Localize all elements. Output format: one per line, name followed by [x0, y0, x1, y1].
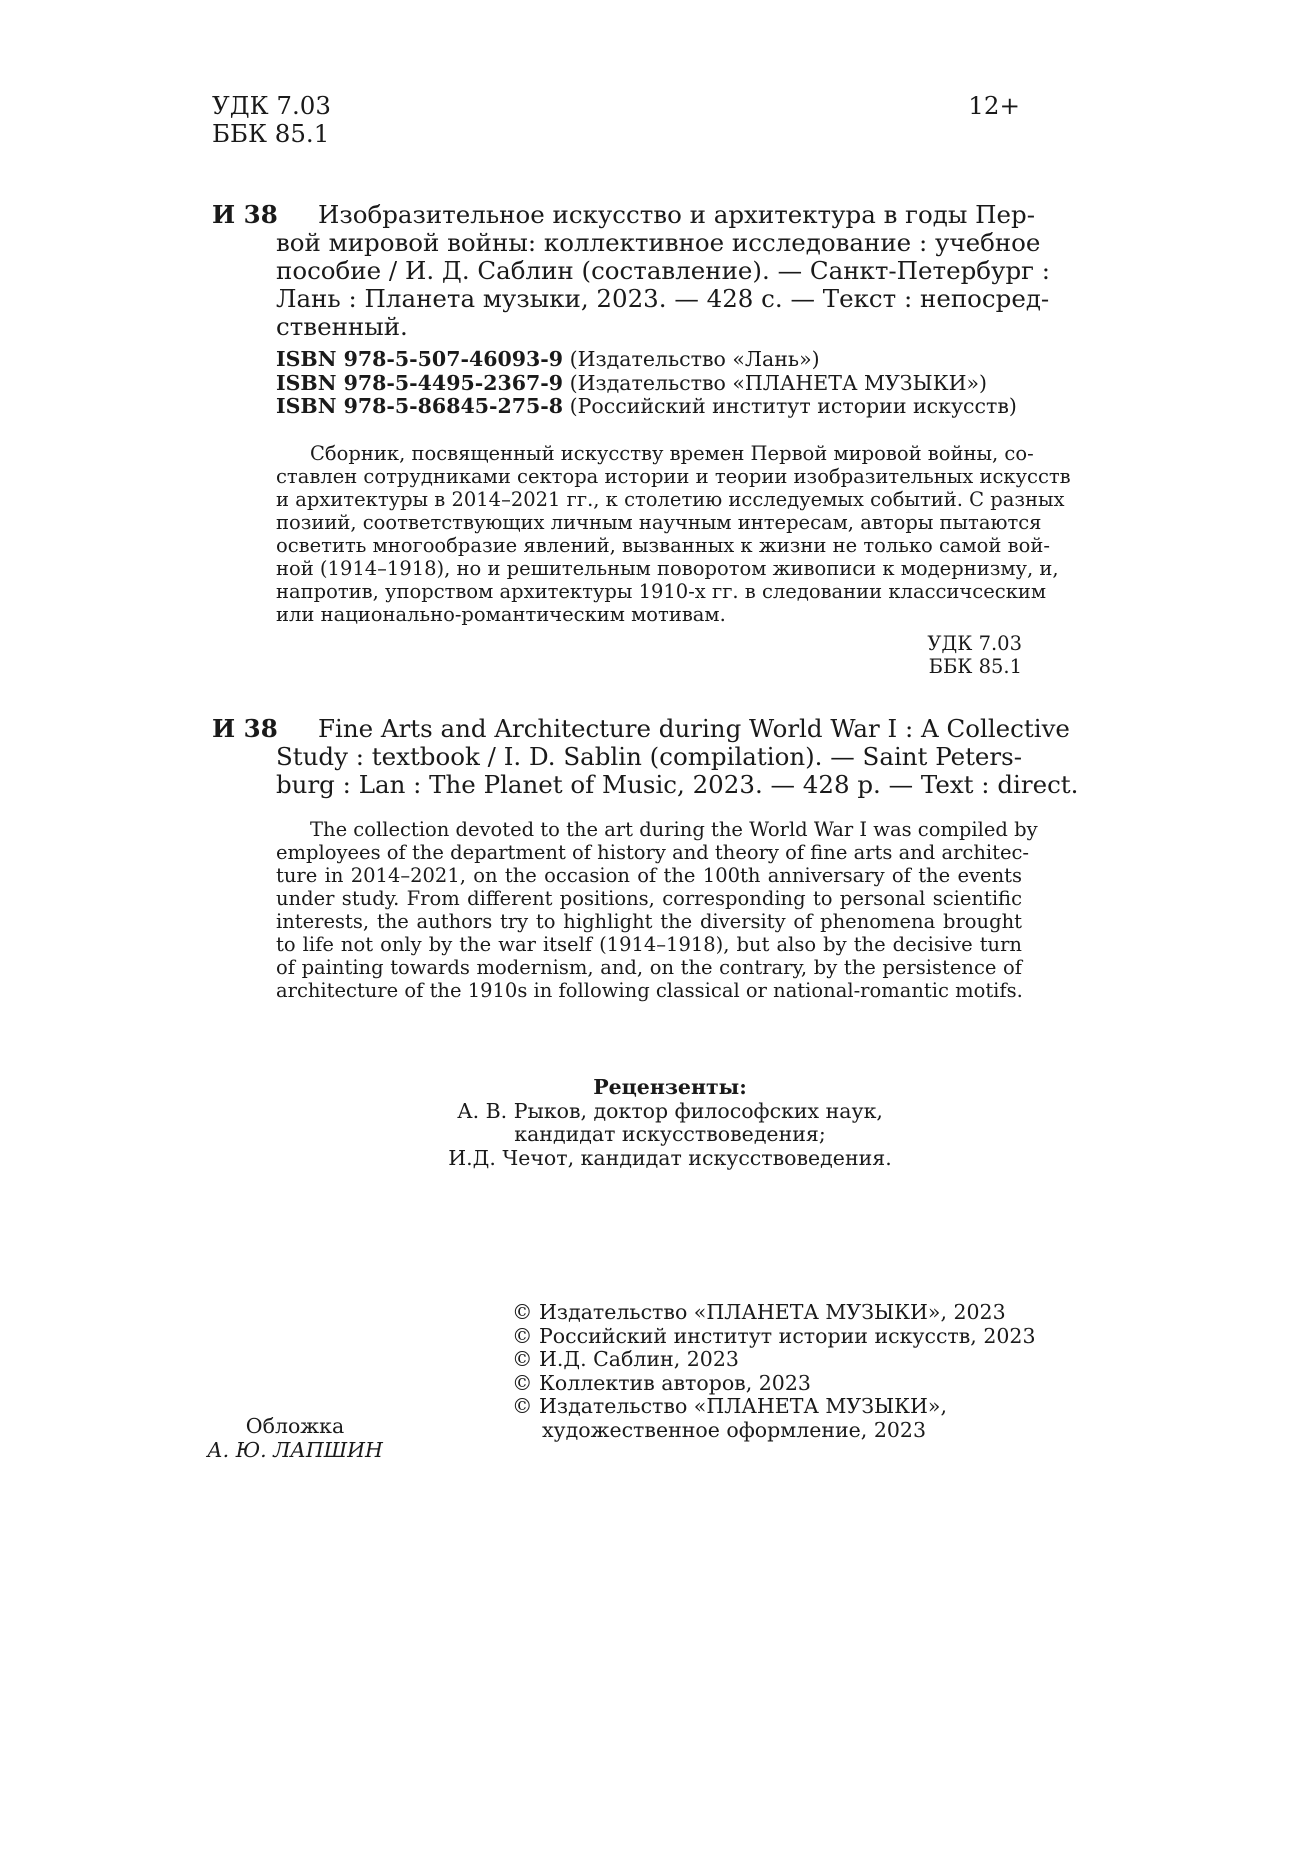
- en-entry-description: [276, 714, 1079, 799]
- copyright-line: © Коллектив авторов, 2023: [512, 1370, 811, 1395]
- copyright-line: художественное оформление, 2023: [542, 1417, 927, 1442]
- isbn-number: ISBN 978-5-507-46093-9: [276, 347, 564, 371]
- age-rating: 12+: [968, 91, 1020, 120]
- reviewer-line: И.Д. Чечот, кандидат искусствоведения.: [448, 1145, 892, 1170]
- ru-abstract-classification: [820, 632, 1022, 678]
- isbn-number: ISBN 978-5-4495-2367-9: [276, 370, 564, 395]
- cover-credit: [200, 1415, 390, 1462]
- cover-credit-name: А. Ю. ЛАПШИН: [207, 1437, 383, 1462]
- reviewer-line: кандидат искусствоведения;: [514, 1122, 826, 1146]
- ru-abstract-line: напротив, упорством архитектуры 1910-х гг. в следовании классичсеским: [276, 580, 1047, 603]
- header-classification: [212, 92, 331, 148]
- ru-abstract-line: ставлен сотрудниками сектора истории и теории изобразительных искусств: [276, 465, 1071, 488]
- udk-code: УДК 7.03: [927, 632, 1022, 655]
- en-abstract-line: interests, the authors try to highlight the diversity of phenomena brought: [276, 910, 1022, 933]
- udk-code: УДК 7.03: [212, 91, 331, 120]
- en-entry-line: Study : textbook / I. D. Sablin (compilation). — Saint Peters-: [276, 742, 1022, 771]
- en-abstract-line: architecture of the 1910s in following classical or national-romantic motifs.: [276, 979, 1023, 1002]
- ru-entry-line: пособие / И. Д. Саблин (составление). — Санкт-Петербург :: [276, 256, 1051, 285]
- isbn-row: [276, 395, 1017, 419]
- en-abstract-line: under study. From different positions, corresponding to personal scientific: [276, 887, 1022, 910]
- ru-entry-line: вой мировой войны: коллективное исследование : учебное: [276, 228, 1041, 257]
- copyright-block: [512, 1300, 1036, 1442]
- isbn-publisher: (Издательство «Лань»): [569, 347, 820, 371]
- ru-entry-line: ственный.: [276, 312, 408, 341]
- ru-abstract-line: позиий, соответствующих личным научным интересам, авторы пытаются: [276, 511, 1042, 534]
- isbn-row: [276, 372, 1017, 396]
- en-entry-code: И 38: [212, 714, 278, 743]
- en-entry-line: Fine Arts and Architecture during World War I : A Collective: [318, 714, 1070, 743]
- isbn-row: [276, 348, 1017, 372]
- en-abstract-line: The collection devoted to the art during the World War I was compiled by: [310, 818, 1038, 841]
- copyright-line: © Издательство «ПЛАНЕТА МУЗЫКИ», 2023: [512, 1300, 1006, 1324]
- reviewers: [380, 1076, 960, 1170]
- en-abstract-line: ture in 2014–2021, on the occasion of the 100th anniversary of the events: [276, 864, 1022, 887]
- isbn-number: ISBN 978-5-86845-275-8: [276, 394, 564, 418]
- reviewer-line: А. В. Рыков, доктор философских наук,: [457, 1098, 883, 1123]
- en-entry-line: burg : Lan : The Planet of Music, 2023. — 428 p. — Text : direct.: [276, 770, 1079, 799]
- en-abstract-line: to life not only by the war itself (1914–1918), but also by the decisive turn: [276, 933, 1022, 956]
- copyright-line: © Российский институт истории искусств, 2023: [512, 1323, 1036, 1348]
- en-abstract-line: of painting towards modernism, and, on the contrary, by the persistence of: [276, 956, 1022, 979]
- copyright-line: © Издательство «ПЛАНЕТА МУЗЫКИ»,: [512, 1394, 947, 1418]
- isbn-publisher: (Российский институт истории искусств): [569, 394, 1017, 418]
- en-abstract-line: employees of the department of history and theory of fine arts and architec-: [276, 841, 1030, 864]
- en-abstract: [276, 818, 1038, 1002]
- ru-abstract-line: ной (1914–1918), но и решительным поворотом живописи к модернизму, и,: [276, 557, 1059, 580]
- ru-entry-description: [276, 200, 1051, 341]
- isbn-publisher: (Издательство «ПЛАНЕТА МУЗЫКИ»): [569, 370, 988, 395]
- reviewers-heading: Рецензенты:: [593, 1075, 747, 1099]
- ru-abstract-line: Сборник, посвященный искусству времен Первой мировой войны, со-: [310, 442, 1034, 465]
- ru-abstract: [276, 442, 1071, 626]
- ru-abstract-line: осветить многообразие явлений, вызванных к жизни не только самой вой-: [276, 534, 1050, 557]
- bbk-code: ББК 85.1: [212, 119, 330, 148]
- ru-abstract-line: и архитектуры в 2014–2021 гг., к столетию исследуемых событий. С разных: [276, 488, 1065, 511]
- isbn-list: [276, 348, 1017, 419]
- ru-abstract-line: или национально-романтическим мотивам.: [276, 603, 726, 626]
- ru-entry-line: Лань : Планета музыки, 2023. — 428 с. — Текст : непосред-: [276, 284, 1050, 313]
- ru-entry-code: И 38: [212, 200, 278, 229]
- bbk-code: ББК 85.1: [928, 655, 1022, 678]
- cover-credit-label: Обложка: [245, 1414, 345, 1438]
- ru-entry-line: Изобразительное искусство и архитектура в годы Пер-: [318, 200, 1035, 229]
- copyright-line: © И.Д. Саблин, 2023: [512, 1347, 739, 1371]
